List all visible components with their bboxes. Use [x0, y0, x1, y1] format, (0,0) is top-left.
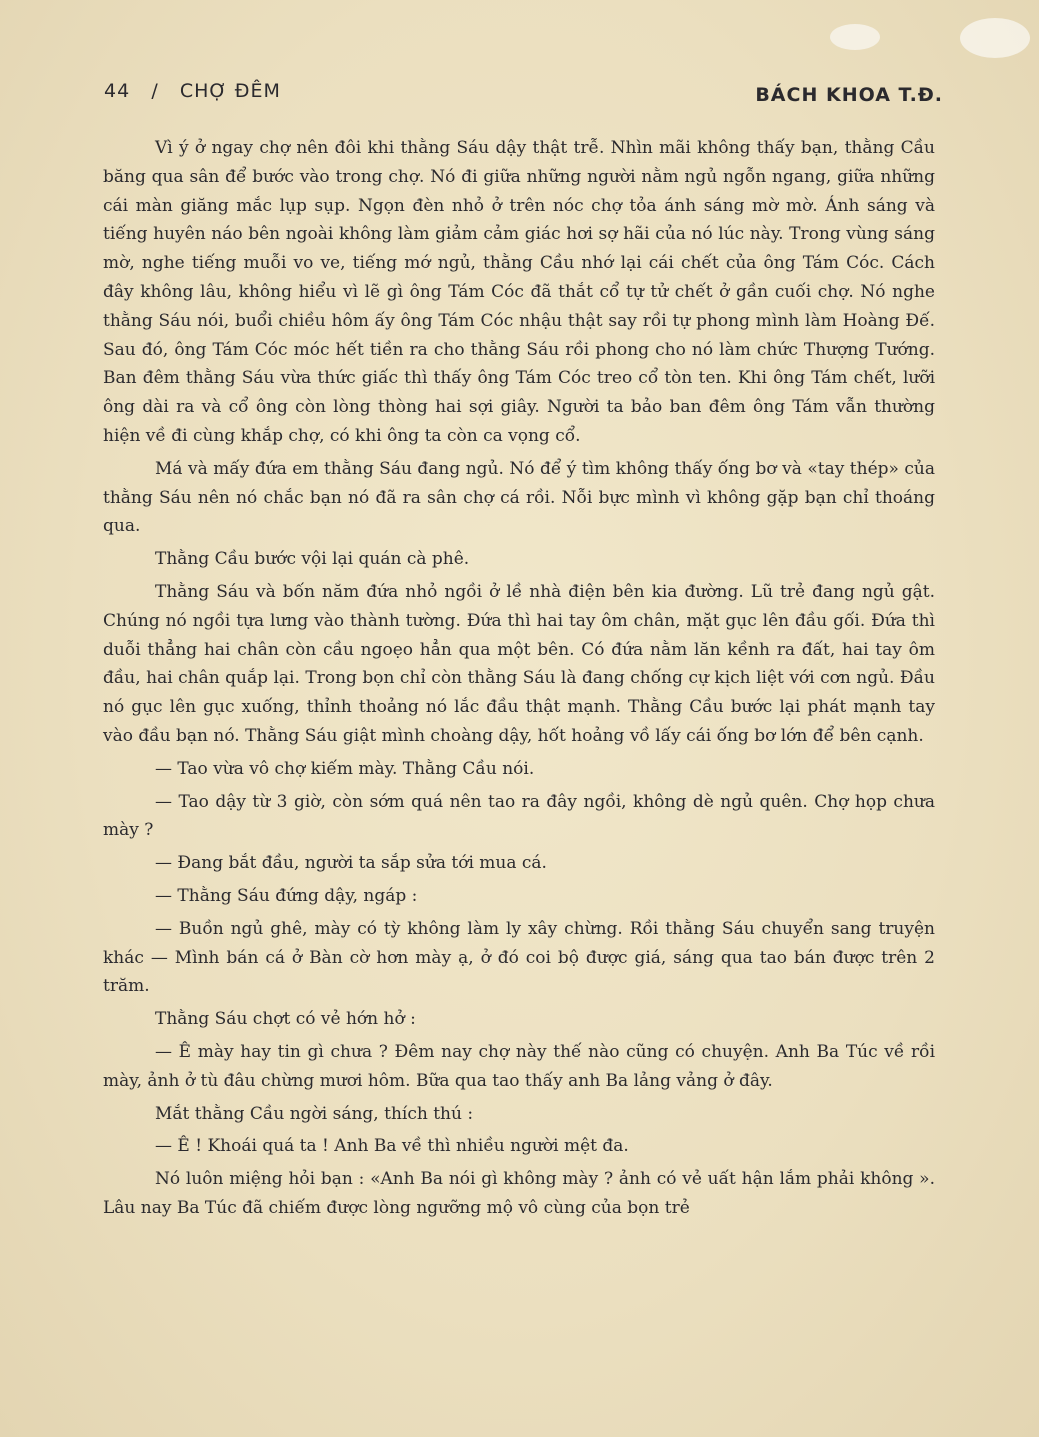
- paragraph: Thằng Cầu bước vội lại quán cà phê.: [155, 549, 470, 570]
- paragraph: Thằng Sáu chợt có vẻ hớn hở :: [155, 1009, 416, 1030]
- header-left: [104, 80, 281, 102]
- article-body: [103, 134, 935, 1227]
- page-header: [104, 80, 943, 110]
- paragraph: Vì ý ở ngay chợ nên đôi khi thằng Sáu dậy thật trễ. Nhìn mãi không thấy bạn, thằng Cầu băng qua sân để bước vào trong chợ. Nó đi giữa những người nằm ngủ ngỗn ngang, giữa những cái màn giăng mắc lụp sụp. Ngọn đèn nhỏ ở trên nóc chợ tỏa ánh sáng mờ mờ. Ánh sáng và tiếng huyên náo bên ngoài không làm giảm cảm giác hơi sợ hãi của nó lúc này. Trong vùng sáng mờ, nghe tiếng muỗi vo ve, tiếng mớ ngủ, thằng Cầu nhớ lại cái chết của ông Tám Cóc. Cách đây không lâu, không hiểu vì lẽ gì ông Tám Cóc đã thắt cổ tự tử chết ở gần cuối chợ. Nó nghe thằng Sáu nói, buổi chiều hôm ấy ông Tám Cóc nhậu thật say rồi tự phong mình làm Hoàng Đế. Sau đó, ông Tám Cóc móc hết tiền ra cho thằng Sáu rồi phong cho nó làm chức Thượng Tướng. Ban đêm thằng Sáu vừa thức giấc thì thấy ông Tám Cóc treo cổ tòn ten. Khi ông Tám chết, lưỡi ông dài ra và cổ ông còn lòng thòng hai sợi giây. Người ta bảo ban đêm ông Tám vẫn thường hiện về đi cùng khắp chợ, có khi ông ta còn ca vọng cổ.: [103, 138, 935, 446]
- paragraph: Nó luôn miệng hỏi bạn : «Anh Ba nói gì không mày ? ảnh có vẻ uất hận lắm phải không ». Lâu nay Ba Túc đã chiếm được lòng ngưỡng mộ vô cùng của bọn trẻ: [103, 1169, 935, 1218]
- dialogue-line: — Đang bắt đầu, người ta sắp sửa tới mua cá.: [155, 853, 547, 874]
- paragraph: Má và mấy đứa em thằng Sáu đang ngủ. Nó để ý tìm không thấy ống bơ và «tay thép» của thằng Sáu nên nó chắc bạn nó đã ra sân chợ cá rồi. Nỗi bực mình vì không gặp bạn chỉ thoáng qua.: [103, 458, 935, 537]
- paper-damage: [960, 18, 1030, 58]
- paragraph: Mắt thằng Cầu ngời sáng, thích thú :: [155, 1103, 474, 1124]
- dialogue-line: — Tao vừa vô chợ kiếm mày. Thằng Cầu nói.: [155, 758, 535, 779]
- dialogue-line: — Tao dậy từ 3 giờ, còn sớm quá nên tao ra đây ngồi, không dè ngủ quên. Chợ họp chưa mày ?: [103, 791, 935, 841]
- dialogue-line: — Ê mày hay tin gì chưa ? Đêm nay chợ này thế nào cũng có chuyện. Anh Ba Túc về rồi mày, ảnh ở tù đâu chừng mươi hôm. Bữa qua tao thấy anh Ba lảng vảng ở đây.: [103, 1041, 935, 1091]
- paper-damage: [830, 24, 880, 50]
- paragraph: Thằng Sáu và bốn năm đứa nhỏ ngồi ở lề nhà điện bên kia đường. Lũ trẻ đang ngủ gật. Chúng nó ngồi tựa lưng vào thành tường. Đứa thì hai tay ôm chân, mặt gục lên đầu gối. Đứa thì duỗi thẳng hai chân còn cầu ngoẹo hẳn qua một bên. Có đứa nằm lăn kềnh ra đất, hai tay ôm đầu, hai chân quắp lại. Trong bọn chỉ còn thằng Sáu là đang chống cự kịch liệt với cơn ngủ. Đầu nó gục lên gục xuống, thỉnh thoảng nó lắc đầu thật mạnh. Thằng Cầu bước lại phát mạnh tay vào đầu bạn nó. Thằng Sáu giật mình choàng dậy, hốt hoảng vồ lấy cái ống bơ lớn để bên cạnh.: [103, 581, 935, 746]
- dialogue-line: — Ê ! Khoái quá ta ! Anh Ba về thì nhiều người mệt đa.: [155, 1136, 629, 1157]
- section-title: CHỢ ĐÊM: [179, 80, 281, 102]
- publication-name: BÁCH KHOA T.Đ.: [755, 84, 943, 106]
- dialogue-line: — Thằng Sáu đứng dậy, ngáp :: [155, 885, 418, 906]
- header-separator: /: [151, 80, 159, 102]
- dialogue-line: — Buồn ngủ ghê, mày có tỳ không làm ly xây chừng. Rồi thằng Sáu chuyển sang truyện khác — Mình bán cá ở Bàn cờ hơn mày ạ, ở đó coi bộ được giá, sáng qua tao bán được trên 2 trăm.: [103, 918, 935, 997]
- page-number: 44: [104, 80, 131, 102]
